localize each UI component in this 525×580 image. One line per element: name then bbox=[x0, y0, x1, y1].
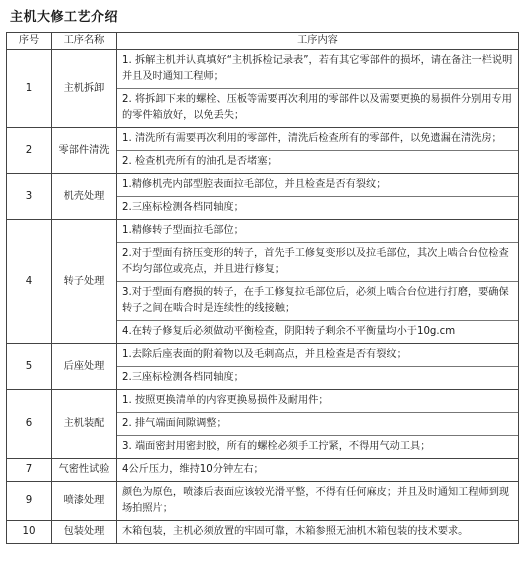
header-row bbox=[7, 33, 519, 50]
row-number: 6 bbox=[7, 390, 52, 459]
row-number: 10 bbox=[7, 521, 52, 544]
process-step: 2.三座标检测各档同轴度； bbox=[117, 196, 518, 219]
process-step: 2. 排气端面间隙调整； bbox=[117, 412, 518, 435]
process-name: 零部件清洗 bbox=[52, 128, 117, 174]
process-content bbox=[117, 128, 519, 174]
page-title: 主机大修工艺介绍 bbox=[10, 10, 119, 25]
table-row bbox=[7, 174, 519, 220]
process-step: 1. 拆解主机并认真填好“主机拆检记录表”，若有其它零部件的损坏，请在备注一栏说明并且及时通知工程师； bbox=[122, 55, 513, 82]
process-content bbox=[117, 220, 519, 344]
row-number: 3 bbox=[7, 174, 52, 220]
table-row bbox=[7, 390, 519, 459]
row-number: 7 bbox=[7, 459, 52, 482]
table-row bbox=[7, 220, 519, 344]
process-table bbox=[6, 32, 519, 544]
process-step: 1. 清洗所有需要再次利用的零部件，清洗后检查所有的零部件，以免遗漏在清洗房； bbox=[122, 133, 502, 144]
process-name: 主机装配 bbox=[52, 390, 117, 459]
table-row bbox=[7, 344, 519, 390]
process-step: 1. 按照更换清单的内容更换易损件及耐用件； bbox=[122, 395, 329, 406]
process-step: 3.对于型面有磨损的转子，在手工修复拉毛部位后，必须上啮合台位进行打磨，要确保转子之间在啮合时是连续性的线接触； bbox=[117, 281, 518, 320]
process-step: 3. 端面密封用密封胶，所有的螺栓必须手工拧紧，不得用气动工具； bbox=[117, 435, 518, 458]
process-content bbox=[117, 521, 519, 544]
process-step: 2. 检查机壳所有的油孔是否堵塞； bbox=[117, 150, 518, 173]
process-step: 木箱包装，主机必须放置的牢固可靠，木箱参照无油机木箱包装的技术要求。 bbox=[122, 526, 469, 537]
process-step: 4公斤压力，维持10分钟左右； bbox=[122, 464, 264, 475]
process-name: 转子处理 bbox=[52, 220, 117, 344]
process-step: 颜色为原色，喷漆后表面应该较光滑平整，不得有任何麻皮；并且及时通知工程师到现场拍照片； bbox=[122, 487, 510, 514]
row-number: 9 bbox=[7, 482, 52, 521]
row-number: 4 bbox=[7, 220, 52, 344]
process-step: 4.在转子修复后必须做动平衡检查，阴阳转子剩余不平衡量均小于10g.cm bbox=[117, 320, 518, 343]
process-content bbox=[117, 482, 519, 521]
header-name: 工序名称 bbox=[52, 33, 117, 50]
table-row bbox=[7, 521, 519, 544]
process-content bbox=[117, 459, 519, 482]
process-name: 包装处理 bbox=[52, 521, 117, 544]
process-content bbox=[117, 390, 519, 459]
process-name: 主机拆卸 bbox=[52, 50, 117, 128]
header-content: 工序内容 bbox=[117, 33, 519, 50]
table-row bbox=[7, 459, 519, 482]
process-content bbox=[117, 344, 519, 390]
process-name: 喷漆处理 bbox=[52, 482, 117, 521]
process-name: 气密性试验 bbox=[52, 459, 117, 482]
row-number: 5 bbox=[7, 344, 52, 390]
row-number: 1 bbox=[7, 50, 52, 128]
process-step: 2. 将拆卸下来的螺栓、压板等需要再次利用的零部件以及需要更换的易损件分别用专用的零件箱放好，以免丢失； bbox=[117, 88, 518, 127]
process-content bbox=[117, 174, 519, 220]
table-row bbox=[7, 128, 519, 174]
process-name: 机壳处理 bbox=[52, 174, 117, 220]
process-content bbox=[117, 50, 519, 128]
process-name: 后座处理 bbox=[52, 344, 117, 390]
process-step: 1.精修机壳内部型腔表面拉毛部位，并且检查是否有裂纹； bbox=[122, 179, 387, 190]
table-row bbox=[7, 482, 519, 521]
process-step: 1.精修转子型面拉毛部位； bbox=[122, 225, 244, 236]
process-step: 2.三座标检测各档同轴度； bbox=[117, 366, 518, 389]
row-number: 2 bbox=[7, 128, 52, 174]
header-no: 序号 bbox=[7, 33, 52, 50]
table-row bbox=[7, 50, 519, 128]
process-step: 2.对于型面有挤压变形的转子，首先手工修复变形以及拉毛部位，其次上啮合台位检查不均匀部位或亮点，并且进行修复； bbox=[117, 242, 518, 281]
process-step: 1.去除后座表面的附着物以及毛刺高点，并且检查是否有裂纹； bbox=[122, 349, 407, 360]
